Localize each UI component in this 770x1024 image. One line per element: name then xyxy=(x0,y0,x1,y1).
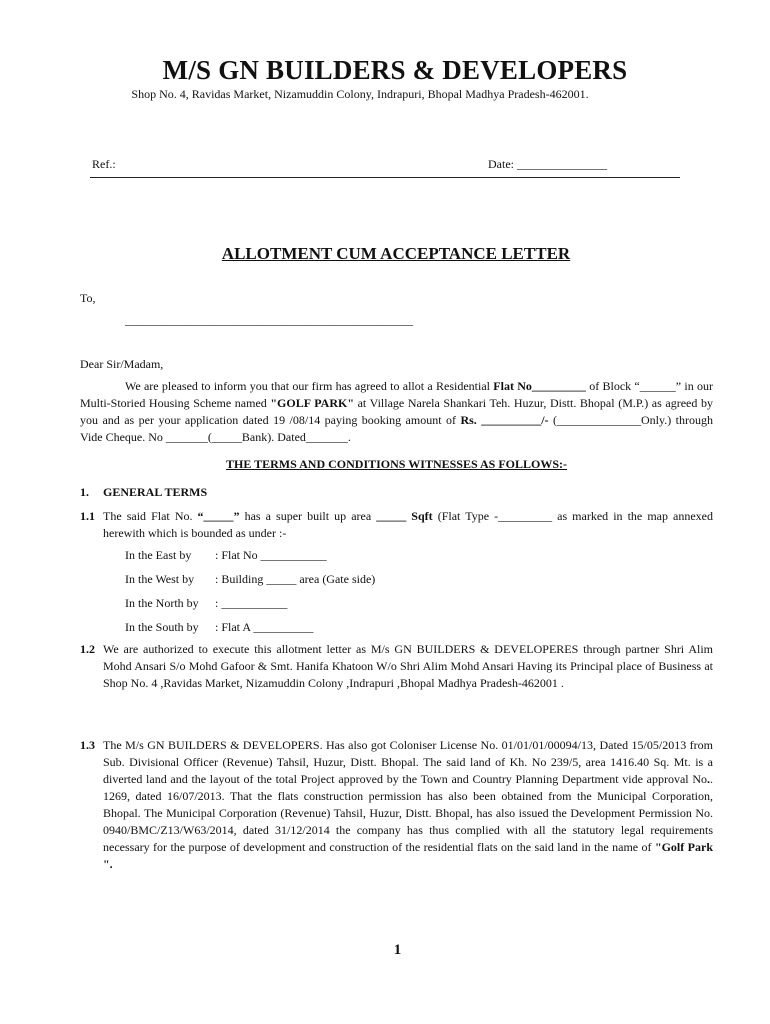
salutation: Dear Sir/Madam, xyxy=(80,357,164,371)
section-general-terms: 1. GENERAL TERMS xyxy=(80,485,208,499)
recipient-line: ________________________________________________ xyxy=(125,313,413,327)
boundary-north: In the North by : ___________ xyxy=(125,596,288,610)
boundary-west: In the West by : Building _____ area (Gate side) xyxy=(125,572,376,586)
flat-no-blank: Flat No_________ xyxy=(493,379,586,393)
intro-paragraph: We are pleased to inform you that our firm has agreed to allot a Residential Flat No_________ of Block “______” in our Multi-Storied Housing Scheme named "GOLF PARK" at Village Narela Shankari Teh. Huzur, Distt. Bhopal (M.P.) as agreed by you and as per your application dated 19 /08/14 paying booking amount of Rs. __________/- (______________Only.) through Vide Cheque. No _______(_____Bank). Dated_______. xyxy=(80,379,714,444)
company-name: M/S GN BUILDERS & DEVELOPERS xyxy=(162,55,628,85)
boundary-east: In the East by : Flat No ___________ xyxy=(125,548,327,562)
clause-1-1: 1.1 The said Flat No. “_____” has a super built up area _____ Sqft (Flat Type -_________ as marked in the map annexed herewith which is bounded as under :- xyxy=(80,509,714,540)
boundary-south: In the South by : Flat A __________ xyxy=(125,620,314,634)
to-label: To, xyxy=(80,291,96,305)
date-field: Date: _______________ xyxy=(488,157,607,171)
ref-field: Ref.: xyxy=(92,157,116,171)
booking-amount: Rs. __________/- xyxy=(460,413,549,427)
page-number: 1 xyxy=(393,942,402,958)
scheme-name: "GOLF PARK" xyxy=(270,396,354,410)
terms-heading: THE TERMS AND CONDITIONS WITNESSES AS FOLLOWS:- xyxy=(226,457,567,471)
company-address: Shop No. 4, Ravidas Market, Nizamuddin Colony, Indrapuri, Bhopal Madhya Pradesh-462001. xyxy=(131,87,589,101)
letter-title: ALLOTMENT CUM ACCEPTANCE LETTER xyxy=(221,244,571,263)
clause-1-2: 1.2 We are authorized to execute this allotment letter as M/s GN BUILDERS & DEVELOPERES through partner Shri Alim Mohd Ansari S/o Mohd Gafoor & Smt. Hanifa Khatoon W/o Shri Alim Mohd Ansari Having its Principal place of Business at Shop No. 4 ,Ravidas Market, Nizamuddin Colony ,Indrapuri ,Bhopal Madhya Pradesh-462001 . xyxy=(80,642,713,690)
header-rule xyxy=(90,177,680,178)
clause-1-3: 1.3 The M/s GN BUILDERS & DEVELOPERS. Has also got Coloniser License No. 01/01/01/00094/13, Dated 15/05/2013 from Sub. Divisional Officer (Revenue) Tahsil, Huzur, Distt. Bhopal. The said land of Kh. No 239/5, area 1416.40 Sq. Mt. is a diverted land and the layout of the total Project approved by the Town and Country Planning Department vide approval No.. 1269, dated 16/07/2013. That the flats construction permission has also been obtained from the Municipal Corporation, Bhopal. The Municipal Corporation (Revenue) Tahsil, Huzur, Distt. Bhopal, has also issued the Development Permission No. 0940/BMC/Z13/W63/2014, dated 31/12/2014 the company has thus complied with all the statutory legal requirements necessary for the purpose of development and construction of the residential flats on the said land in the name of "Golf Park ". xyxy=(80,738,713,871)
